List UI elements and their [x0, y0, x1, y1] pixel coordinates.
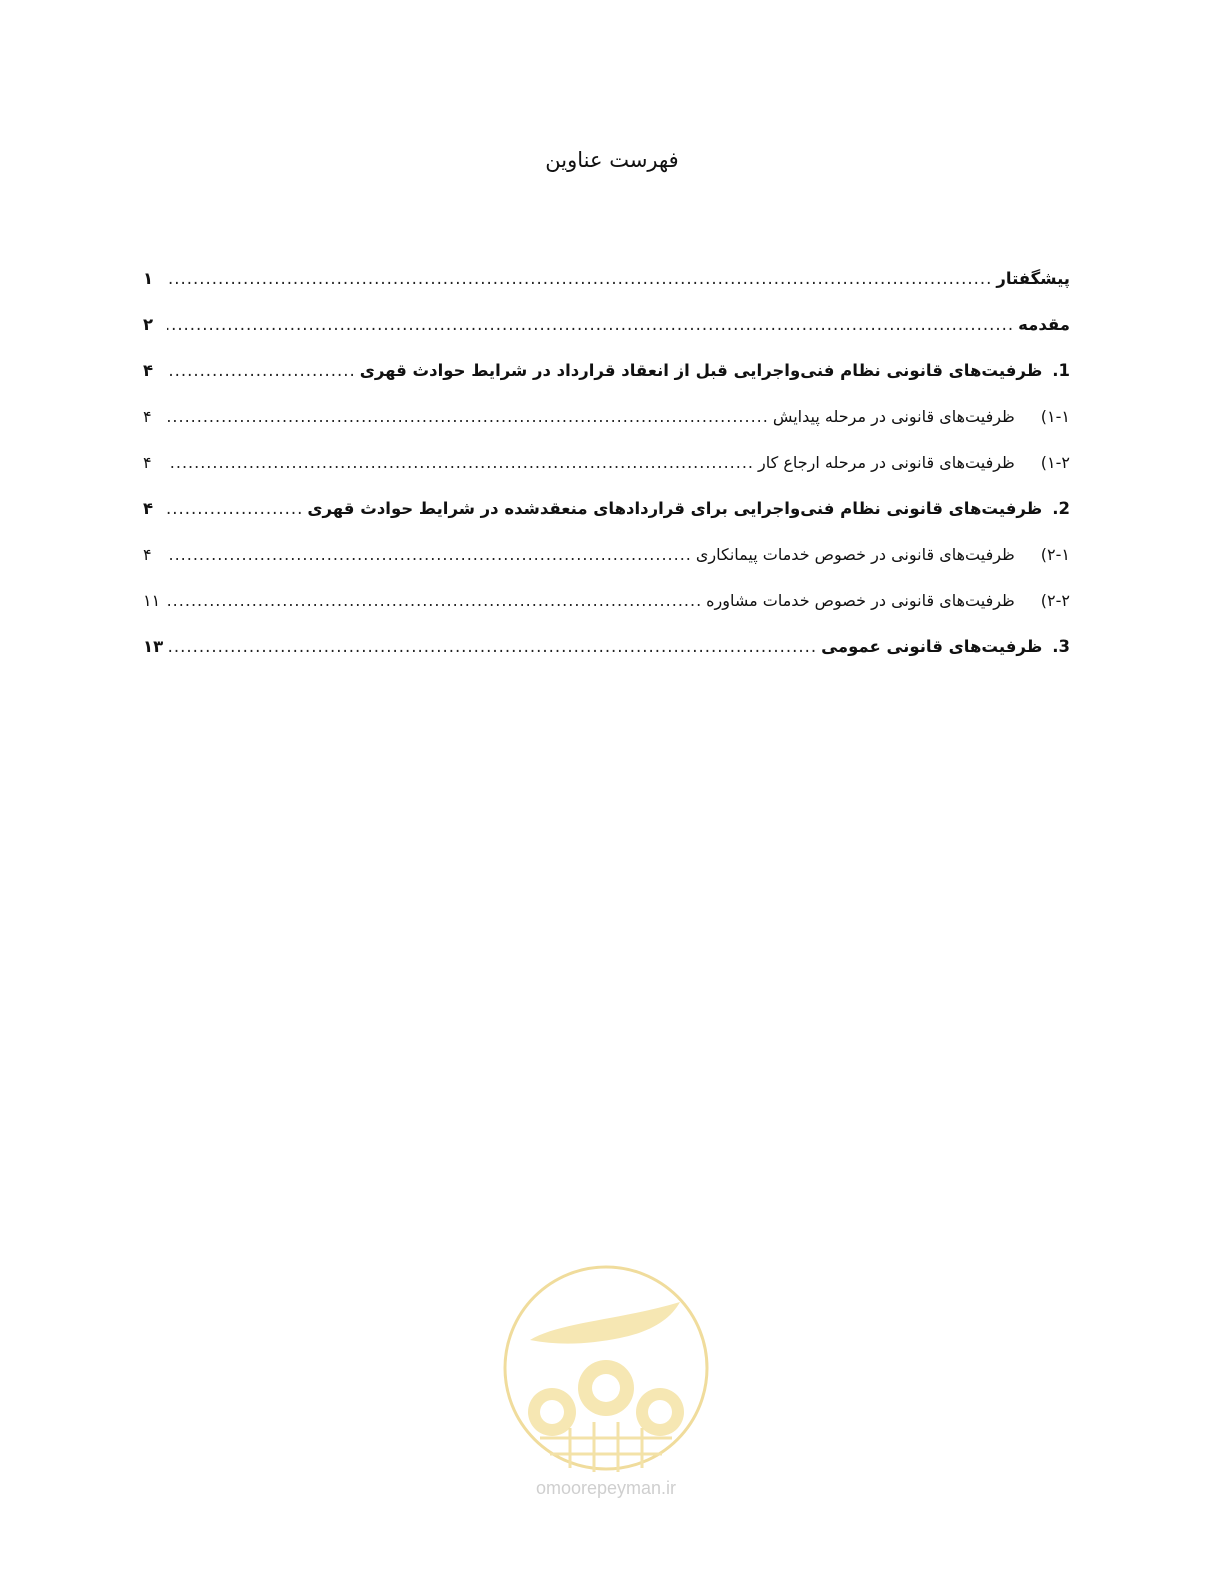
toc-entry-number: ۱-۱) [1040, 407, 1070, 426]
toc-entry[interactable] [143, 354, 1070, 400]
toc-dot-leader [167, 262, 992, 296]
toc-dot-leader [167, 584, 702, 618]
table-of-contents [143, 262, 1070, 676]
toc-entry-page: ۴ [143, 407, 152, 426]
toc-entry-page: ۱۱ [143, 591, 161, 610]
toc-dot-leader [167, 630, 817, 664]
toc-entry[interactable] [143, 262, 1070, 308]
toc-entry-label: پیشگفتار [996, 269, 1070, 288]
toc-entry-page: ۴ [143, 545, 152, 564]
toc-entry-page: ۲ [143, 315, 154, 334]
toc-entry[interactable] [143, 446, 1070, 492]
toc-dot-leader [167, 308, 1014, 342]
toc-entry-number: ۲-۱) [1040, 545, 1070, 564]
toc-entry-label: مقدمه [1018, 315, 1070, 334]
toc-entry-page: ۴ [143, 499, 154, 518]
toc-entry-number: ۱-۲) [1040, 453, 1070, 472]
toc-entry-number: ۲-۲) [1040, 591, 1070, 610]
toc-dot-leader [167, 492, 303, 526]
toc-entry-label: ظرفیت‌های قانونی عمومی [821, 637, 1043, 656]
toc-entry[interactable] [143, 400, 1070, 446]
watermark-logo-icon [500, 1262, 712, 1474]
toc-entry[interactable] [143, 584, 1070, 630]
toc-entry-label: ظرفیت‌های قانونی در خصوص خدمات مشاوره [706, 591, 1015, 610]
toc-entry-page: ۴ [143, 453, 152, 472]
toc-entry-page: ۴ [143, 361, 154, 380]
toc-entry-page: ۱۳ [143, 637, 164, 656]
toc-entry[interactable] [143, 492, 1070, 538]
toc-entry[interactable] [143, 630, 1070, 676]
toc-entry-number: 3. [1052, 637, 1070, 656]
toc-entry-label: ظرفیت‌های قانونی نظام فنی‌واجرایی برای قراردادهای منعقدشده در شرایط حوادث قهری [307, 499, 1043, 518]
toc-dot-leader [167, 400, 769, 434]
toc-entry-number: 1. [1052, 361, 1070, 380]
watermark-site-text: omoorepeyman.ir [535, 1478, 677, 1498]
toc-entry-label: ظرفیت‌های قانونی نظام فنی‌واجرایی قبل از انعقاد قرارداد در شرایط حوادث قهری [359, 361, 1043, 380]
toc-dot-leader [167, 354, 356, 388]
toc-entry-label: ظرفیت‌های قانونی در مرحله ارجاع کار [758, 453, 1015, 472]
toc-entry[interactable] [143, 538, 1070, 584]
toc-dot-leader [167, 446, 754, 480]
toc-dot-leader [167, 538, 692, 572]
toc-entry[interactable] [143, 308, 1070, 354]
page-title: فهرست عناوین [545, 148, 679, 172]
toc-entry-label: ظرفیت‌های قانونی در خصوص خدمات پیمانکاری [695, 545, 1015, 564]
toc-entry-page: ۱ [143, 269, 154, 288]
toc-entry-number: 2. [1052, 499, 1070, 518]
toc-entry-label: ظرفیت‌های قانونی در مرحله پیدایش [772, 407, 1015, 426]
